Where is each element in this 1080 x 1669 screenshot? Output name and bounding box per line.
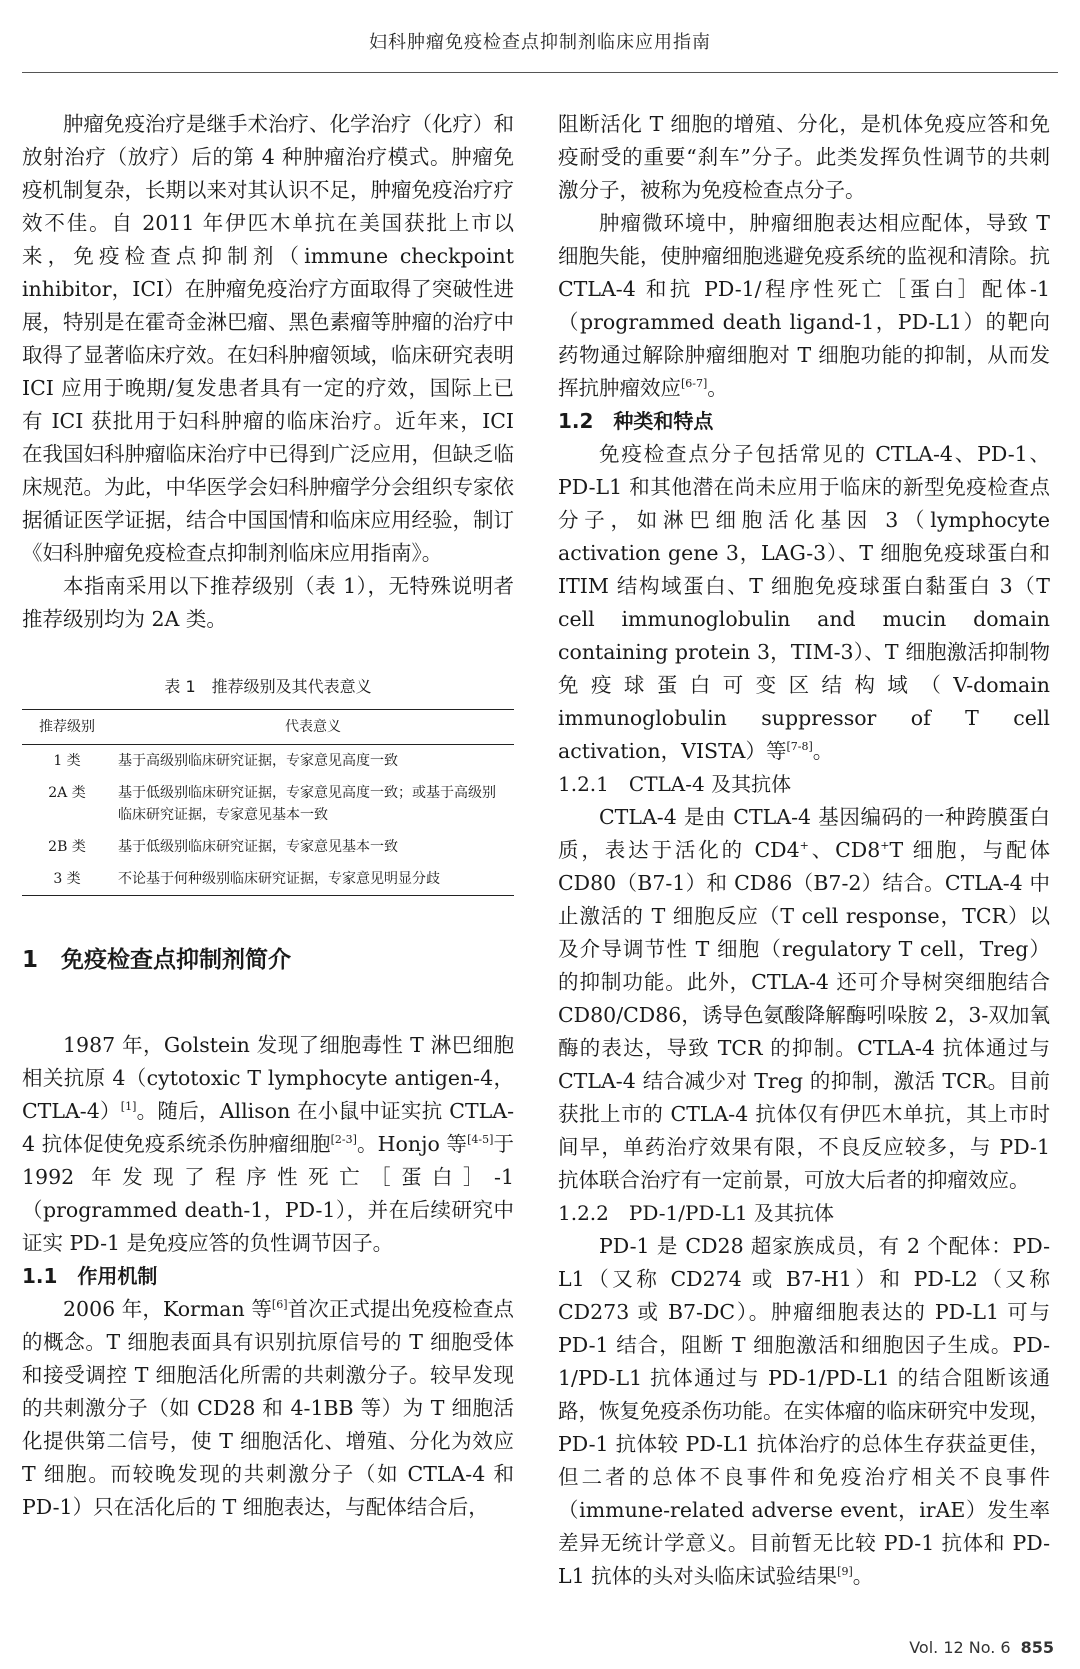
citation-ref: [4-5] [467,1133,494,1147]
table-cell-level: 2A 类 [48,785,86,801]
section-1-2-2-heading: 1.2.2 PD-1/PD-L1 及其抗体 [558,1201,834,1225]
table-cell-meaning: 基于高级别临床研究证据，专家意见高度一致 [118,753,398,769]
text-span: PD-1 是 CD28 超家族成员，有 2 个配体：PD-L1（又称 CD274 或 B7-H1）和 PD-L2（又称 CD273 或 B7-DC）。肿瘤细胞表达的 PD-L1 可与 PD-1 结合，阻断 T 细胞激活和细胞因子生成。PD-1/PD-L1 抗体通过与 PD-1/PD-L1 的结合阻断该通路，恢复免疫杀伤功能。在实体瘤的临床研究中发现，PD-1 抗体较 PD-L1 抗体治疗的总体生存获益更佳，但二者的总体不良事件和免疫治疗相关不良事件（immune-related adverse event，irAE）发生率差异无统计学意义。目前暂无比较 PD-1 抗体和 PD-L1 抗体的头对头临床试验结果 [558,1234,1050,1588]
right-column [558,108,1050,1593]
citation-ref: [1] [120,1100,137,1114]
citation-ref: [6] [271,1298,288,1312]
citation-ref: [7-8] [786,740,813,754]
text-span: 。 [812,739,834,763]
section-1-1-heading: 1.1 作用机制 [22,1264,158,1288]
intro-paragraph-1: 肿瘤免疫治疗是继手术治疗、化学治疗（化疗）和放射治疗（放疗）后的第 4 种肿瘤治疗模式。肿瘤免疫机制复杂，长期以来对其认识不足，肿瘤免疫治疗疗效不佳。自 2011 年伊匹木单抗在美国获批上市以来，免疫检查点抑制剂（immune checkpoint inhibitor，ICI）在肿瘤免疫治疗方面取得了突破性进展，特别是在霍奇金淋巴瘤、黑色素瘤等肿瘤的治疗中取得了显著临床疗效。在妇科肿瘤领域，临床研究表明 ICI 应用于晚期/复发患者具有一定的疗效，国际上已有 ICI 获批用于妇科肿瘤的临床治疗。近年来，ICI 在我国妇科肿瘤临床治疗中已得到广泛应用，但缺乏临床规范。为此，中华医学会妇科肿瘤学分会组织专家依据循证医学证据，结合中国国情和临床应用经验，制订《妇科肿瘤免疫检查点抑制剂临床应用指南》。 [22,112,514,565]
text-span: 首次正式提出免疫检查点的概念。T 细胞表面具有识别抗原信号的 T 细胞受体和接受调控 T 细胞活化所需的共刺激分子。较早发现的共刺激分子（如 CD28 和 4-1BB 等）为 T 细胞活化提供第二信号，使 T 细胞活化、增殖、分化为效应 T 细胞。而较晚发现的共刺激分子（如 CTLA-4 和 PD-1）只在活化后的 T 细胞表达，与配体结合后， [22,1297,514,1519]
text-span: 于 1992 年发现了程序性死亡［蛋白］-1（programmed death-1，PD-1），并在后续研究中证实 PD-1 是免疫应答的负性调节因子。 [22,1132,515,1255]
text-span: 。 [707,376,728,400]
citation-ref: [9] [837,1565,853,1579]
text-span: 2006 年，Korman 等 [63,1297,272,1321]
tumor-microenvironment-paragraph [558,207,1050,405]
table-header-meaning: 代表意义 [112,710,514,745]
table-cell-level: 3 类 [53,871,81,887]
table-row [22,863,514,896]
volume-label: Vol. 12 No. 6 [909,1638,1011,1657]
left-column [22,108,514,1524]
intro-paragraph-2: 本指南采用以下推荐级别（表 1），无特殊说明者推荐级别均为 2A 类。 [22,574,514,631]
table-cell-level: 2B 类 [48,839,86,855]
section-1-2-paragraph [558,438,1050,768]
page-number: 855 [1020,1638,1054,1657]
table-cell-meaning: 基于低级别临床研究证据，专家意见基本一致 [118,839,398,855]
header-rule [22,72,1058,73]
section-1-2-1-paragraph [558,801,1050,1197]
page-footer [909,1638,1054,1657]
citation-ref: [2-3] [330,1133,357,1147]
table-row [22,745,514,778]
section-1-2-1-heading: 1.2.1 CTLA-4 及其抗体 [558,772,792,796]
citation-ref: [6-7] [681,377,708,391]
table-header-row [22,710,514,745]
text-span: 。随后，Allison 在小鼠中证实抗 CTLA-4 抗体促使免疫系统杀伤肿瘤细胞 [22,1099,514,1156]
text-span: 免疫检查点分子包括常见的 CTLA-4、PD-1、PD-L1 和其他潜在尚未应用于临床的新型免疫检查点分子，如淋巴细胞活化基因 3（lymphocyte activation gene 3，LAG-3）、T 细胞免疫球蛋白和 ITIM 结构域蛋白、T 细胞免疫球蛋白黏蛋白 3（T cell immunoglobulin and mucin domain containing protein 3，TIM-3）、T 细胞激活抑制物免疫球蛋白可变区结构域（V-domain immunoglobulin suppressor of T cell activation，VISTA）等 [558,442,1050,763]
running-header: 妇科肿瘤免疫检查点抑制剂临床应用指南 [369,32,711,53]
recommendation-table [22,709,514,896]
section-1-2-2-paragraph [558,1230,1050,1593]
text-span: 。Honjo 等 [356,1132,468,1156]
text-span: CTLA-4 是由 CTLA-4 基因编码的一种跨膜蛋白质，表达于活化的 CD4 [558,805,1050,862]
continued-paragraph: 阻断活化 T 细胞的增殖、分化，是机体免疫应答和免疫耐受的重要“刹车”分子。此类发挥负性调节的共刺激分子，被称为免疫检查点分子。 [558,112,1050,202]
text-span: 1987 年，Golstein 发现了细胞毒性 T 淋巴细胞相关抗原 4（cytotoxic T lymphocyte antigen-4，CTLA-4） [22,1033,514,1123]
table-caption: 表 1 推荐级别及其代表意义 [164,677,372,696]
section-1-paragraph [22,1029,514,1260]
table-row [22,777,514,831]
section-1-1-paragraph [22,1293,514,1524]
text-span: 。 [852,1564,874,1588]
text-span: T 细胞，与配体 CD80（B7-1）和 CD86（B7-2）结合。CTLA-4 中止激活的 T 细胞反应（T cell response，TCR）以及介导调节性 T 细胞（regulatory T cell，Treg）的抑制功能。此外，CTLA-4 还可介导树突细胞结合 CD80/CD86，诱导色氨酸降解酶吲哚胺 2，3-双加氧酶的表达，导致 TCR 的抑制。CTLA-4 抗体通过与 CTLA-4 结合减少对 Treg 的抑制，激活 TCR。目前获批上市的 CTLA-4 抗体仅有伊匹木单抗，其上市时间早，单药治疗效果有限，不良反应较多，与 PD-1 抗体联合治疗有一定前景，可放大后者的抑瘤效应。 [558,838,1050,1192]
text-span: 肿瘤微环境中，肿瘤细胞表达相应配体，导致 T 细胞失能，使肿瘤细胞逃避免疫系统的监视和清除。抗 CTLA-4 和抗 PD-1/程序性死亡［蛋白］配体-1（programmed death ligand-1，PD-L1）的靶向药物通过解除肿瘤细胞对 T 细胞功能的抑制，从而发挥抗肿瘤效应 [558,211,1050,400]
superscript: + [799,839,809,853]
section-1-2-heading: 1.2 种类和特点 [558,409,714,433]
table-cell-meaning: 基于低级别临床研究证据，专家意见高度一致；或基于高级别临床研究证据，专家意见基本一致 [118,785,496,823]
superscript: + [880,839,890,853]
table-cell-level: 1 类 [53,753,81,769]
text-span: 、CD8 [808,838,881,862]
table-cell-meaning: 不论基于何种级别临床研究证据，专家意见明显分歧 [118,871,440,887]
table-row [22,831,514,863]
section-1-heading: 1 免疫检查点抑制剂简介 [22,947,292,973]
table-header-level: 推荐级别 [22,710,112,745]
